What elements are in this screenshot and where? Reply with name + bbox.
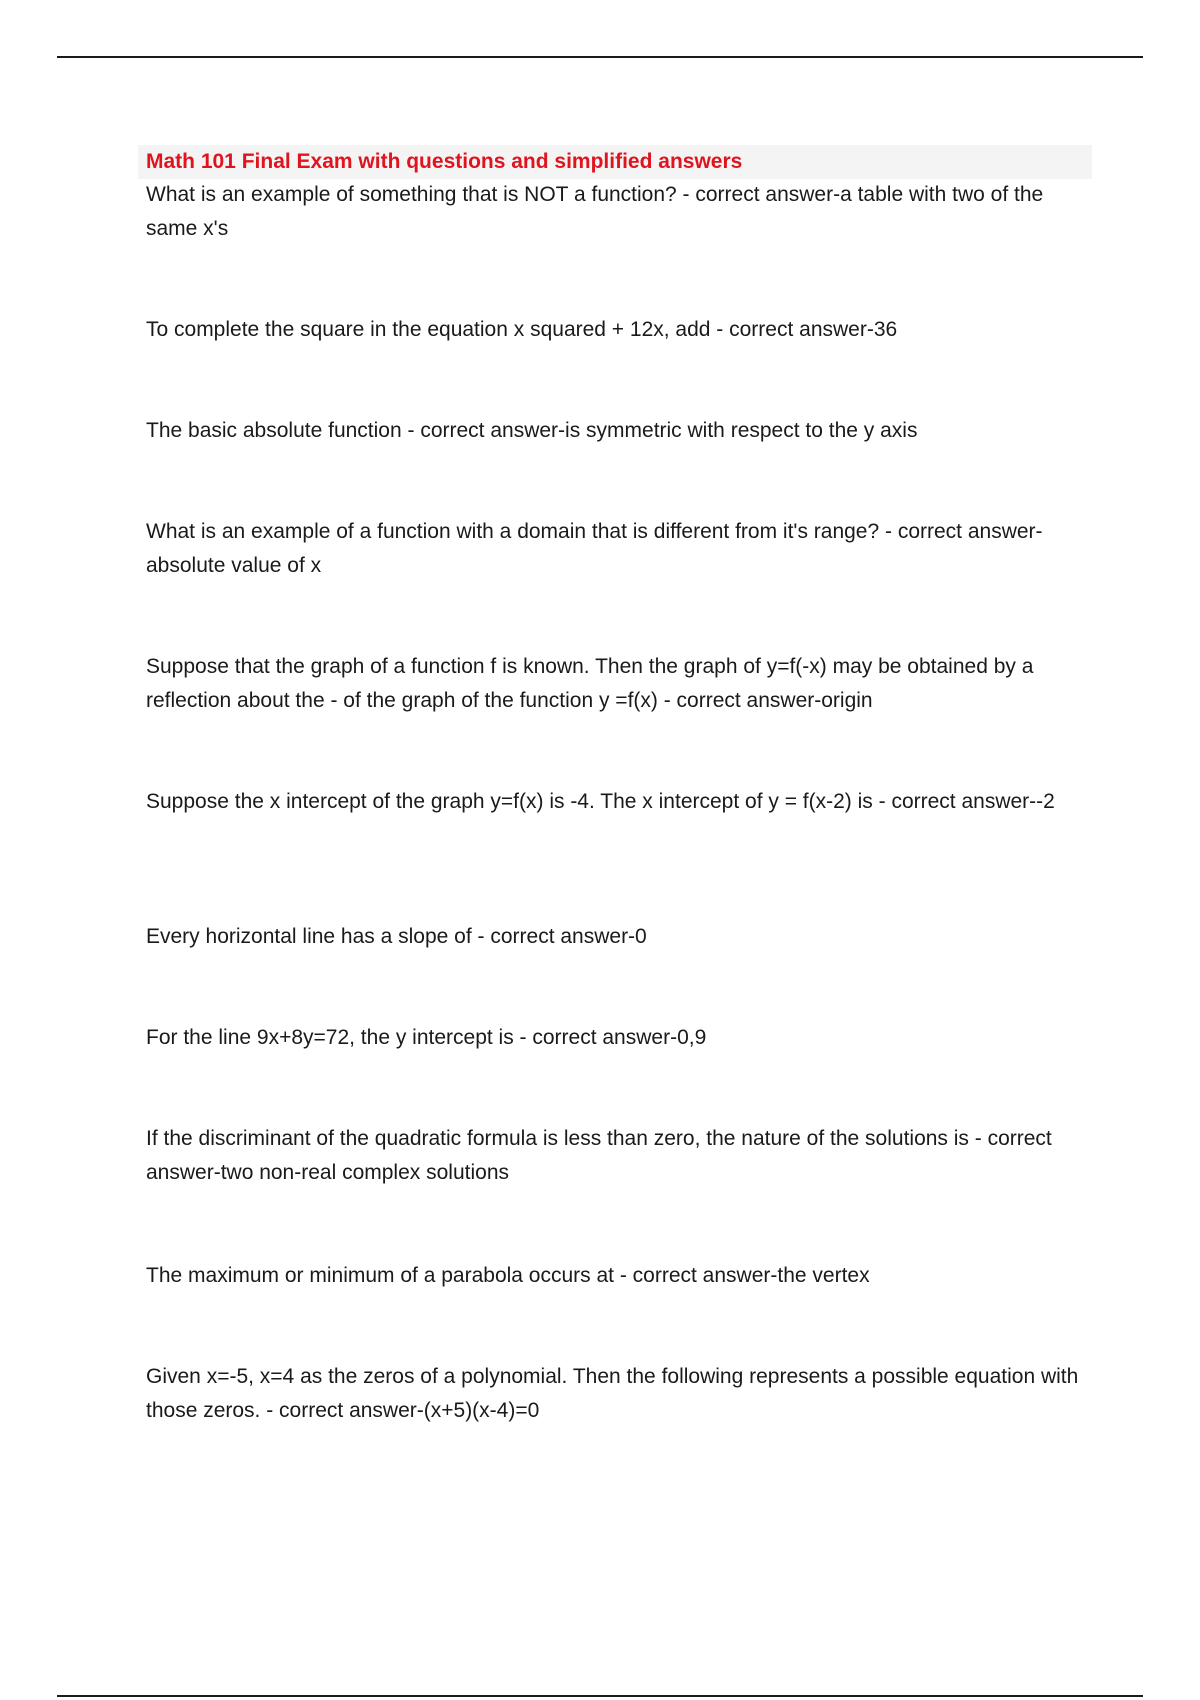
qa-item-2: To complete the square in the equation x squared + 12x, add - correct answer-36	[146, 318, 898, 341]
qa-item-1: What is an example of something that is NOT a function? - correct answer-a table with two of the same x's	[146, 183, 1044, 240]
bottom-rule	[57, 1695, 1143, 1697]
qa-item-7: Every horizontal line has a slope of - correct answer-0	[146, 925, 647, 948]
qa-item-10: The maximum or minimum of a parabola occurs at - correct answer-the vertex	[146, 1264, 870, 1287]
top-rule	[57, 56, 1143, 58]
qa-item-9: If the discriminant of the quadratic formula is less than zero, the nature of the solutions is - correct answer-two non-real complex solutions	[146, 1127, 1052, 1184]
qa-item-4: What is an example of a function with a domain that is different from it's range? - correct answer-absolute value of x	[146, 520, 1043, 577]
qa-item-6: Suppose the x intercept of the graph y=f(x) is -4. The x intercept of y = f(x-2) is - correct answer--2	[146, 790, 1055, 813]
qa-item-8: For the line 9x+8y=72, the y intercept is - correct answer-0,9	[146, 1026, 707, 1049]
document-title: Math 101 Final Exam with questions and simplified answers	[138, 145, 1092, 179]
qa-item-5: Suppose that the graph of a function f is known. Then the graph of y=f(-x) may be obtained by a reflection about the - of the graph of the function y =f(x) - correct answer-origin	[146, 655, 1034, 712]
qa-item-3: The basic absolute function - correct answer-is symmetric with respect to the y axis	[146, 419, 918, 442]
qa-item-11: Given x=-5, x=4 as the zeros of a polynomial. Then the following represents a possible equation with those zeros. - correct answer-(x+5)(x-4)=0	[146, 1365, 1079, 1422]
